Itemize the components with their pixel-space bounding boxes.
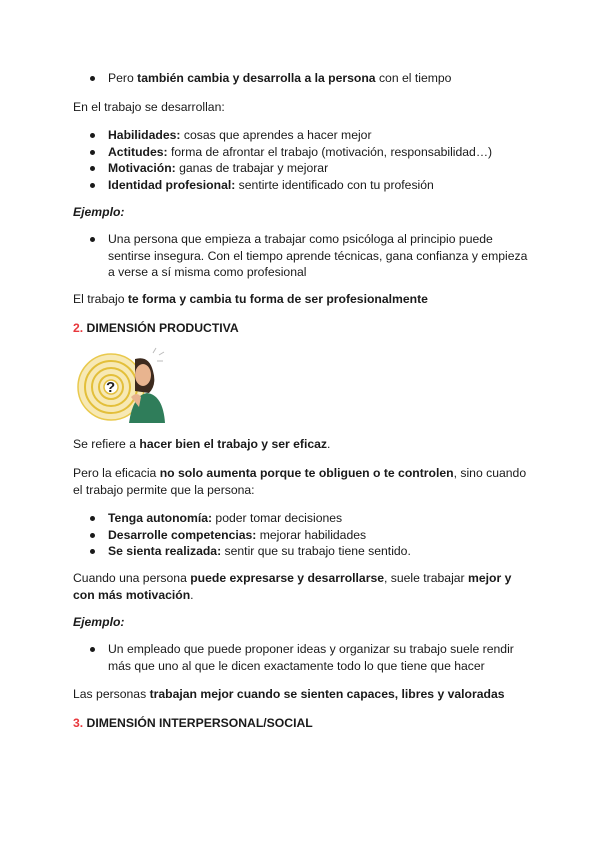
paragraph-develop-intro: En el trabajo se desarrollan:: [73, 100, 225, 114]
example-label: Ejemplo:: [73, 615, 125, 629]
example-label: Ejemplo:: [73, 205, 125, 219]
paragraph-express: Cuando una persona puede expresarse y desarrollarse, suele trabajar mejor y con más motivación.: [73, 571, 512, 602]
list-item: Se sienta realizada: sentir que su trabajo tiene sentido.: [73, 543, 533, 560]
list-item: Identidad profesional: sentirte identificado con tu profesión: [73, 177, 533, 194]
list-item: Un empleado que puede proponer ideas y organizar su trabajo suele rendir más que uno al que le dicen exactamente todo lo que tiene que hacer: [73, 641, 533, 674]
list-item: Una persona que empieza a trabajar como psicóloga al principio puede sentirse insegura. Con el tiempo aprende técnicas, gana confianza y empieza a verse a sí misma como profesional: [73, 231, 533, 281]
paragraph-efficacy: Pero la eficacia no solo aumenta porque te obliguen o te controlen, sino cuando el trabajo permite que la persona:: [73, 466, 527, 497]
section-heading-interpersonal: 3. DIMENSIÓN INTERPERSONAL/SOCIAL: [73, 716, 313, 730]
develop-list: [73, 127, 533, 193]
example-list: [73, 231, 533, 281]
list-item: Tenga autonomía: poder tomar decisiones: [73, 510, 533, 527]
list-item: Pero también cambia y desarrolla a la persona con el tiempo: [73, 70, 533, 87]
bullet-list-intro: [73, 70, 533, 87]
paragraph-refers: Se refiere a hacer bien el trabajo y ser eficaz.: [73, 437, 331, 451]
person-list: [73, 510, 533, 560]
maze-question-person-icon: [73, 345, 173, 425]
list-item: Habilidades: cosas que aprendes a hacer mejor: [73, 127, 533, 144]
paragraph-conclusion: Las personas trabajan mejor cuando se sienten capaces, libres y valoradas: [73, 687, 505, 701]
example-list: [73, 641, 533, 674]
section-heading-productive: 2. DIMENSIÓN PRODUCTIVA: [73, 321, 239, 335]
svg-text:?: ?: [106, 379, 116, 396]
list-item: Desarrolle competencias: mejorar habilidades: [73, 527, 533, 544]
list-item: Actitudes: forma de afrontar el trabajo (motivación, responsabilidad…): [73, 144, 533, 161]
paragraph-conclusion: El trabajo te forma y cambia tu forma de ser profesionalmente: [73, 292, 428, 306]
list-item: Motivación: ganas de trabajar y mejorar: [73, 160, 533, 177]
